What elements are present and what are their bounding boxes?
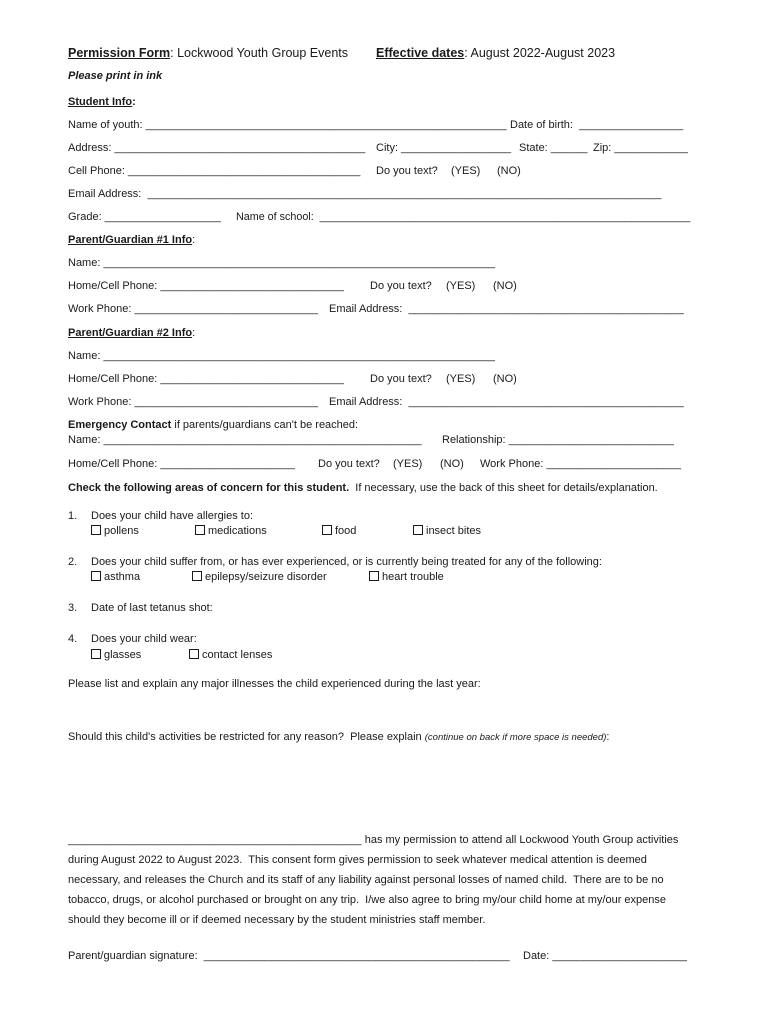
consent-line-1-text: has my permission to attend all Lockwood Youth Group activities xyxy=(361,834,679,846)
checkbox-icon xyxy=(195,525,205,535)
checkbox-icon xyxy=(369,571,379,581)
consent-line-2: during August 2022 to August 2023. This consent form gives permission to seek whatever medical attention is deemed xyxy=(68,854,647,866)
signature-date-field[interactable]: Date: ______________________ xyxy=(523,950,687,962)
guardian1-work-phone-field[interactable]: Work Phone: ______________________________ xyxy=(68,303,318,315)
option-label: insect bites xyxy=(426,525,482,537)
emergency-relationship-field[interactable]: Relationship: ___________________________ xyxy=(442,434,674,446)
guardian1-text-no[interactable]: (NO) xyxy=(493,280,517,292)
student-heading-colon: : xyxy=(132,96,136,108)
question-3-text: Date of last tetanus shot: xyxy=(91,602,213,614)
question-4-number: 4. xyxy=(68,633,78,645)
guardian2-text-no[interactable]: (NO) xyxy=(493,373,517,385)
form-name-colon: : Lockwood Youth Group Events xyxy=(170,46,349,60)
child-name-blank[interactable]: ________________________________________________ xyxy=(68,834,362,846)
guardian2-name-field[interactable]: Name: ________________________________________________________________ xyxy=(68,350,495,362)
checkbox-asthma[interactable] xyxy=(91,571,140,584)
option-label: contact lenses xyxy=(202,649,273,661)
grade-field[interactable]: Grade: ___________________ xyxy=(68,211,221,223)
consent-line-4: tobacco, drugs, or alcohol purchased or brought on any trip. I/we also agree to bring my/our child home at my/our expense xyxy=(68,894,666,906)
guardian1-heading-colon: : xyxy=(192,234,196,246)
student-text-question: Do you text? xyxy=(376,165,438,177)
guardian1-text-question: Do you text? xyxy=(370,280,432,292)
question-1-text: Does your child have allergies to: xyxy=(91,510,254,522)
emergency-text-no[interactable]: (NO) xyxy=(440,458,464,470)
state-field[interactable]: State: ______ xyxy=(519,142,588,154)
checkbox-heart-trouble[interactable] xyxy=(369,571,444,584)
guardian2-heading-colon: : xyxy=(192,327,196,339)
emergency-name-field[interactable]: Name: ____________________________________________________ xyxy=(68,434,422,446)
guardian1-text-yes[interactable]: (YES) xyxy=(446,280,476,292)
checkbox-insect-bites[interactable] xyxy=(413,525,481,538)
guardian2-heading xyxy=(68,327,195,340)
checkbox-icon xyxy=(413,525,423,535)
effective-dates xyxy=(376,46,615,61)
guardian1-name-field[interactable]: Name: ________________________________________________________________ xyxy=(68,257,495,269)
restriction-prompt xyxy=(68,731,609,744)
cell-phone-field[interactable]: Cell Phone: ______________________________________ xyxy=(68,165,361,177)
student-text-yes[interactable]: (YES) xyxy=(451,165,481,177)
restriction-colon: : xyxy=(606,731,610,743)
emergency-work-phone-field[interactable]: Work Phone: ______________________ xyxy=(480,458,682,470)
checkbox-icon xyxy=(91,649,101,659)
option-label: food xyxy=(335,525,357,537)
form-title xyxy=(68,46,348,61)
guardian1-heading-text: Parent/Guardian #1 Info xyxy=(68,234,193,246)
zip-field[interactable]: Zip: ____________ xyxy=(593,142,688,154)
guardian2-work-phone-field[interactable]: Work Phone: ______________________________ xyxy=(68,396,318,408)
student-email-field[interactable]: Email Address: ____________________________________________________________________________________ xyxy=(68,188,662,200)
consent-line-1 xyxy=(68,834,678,847)
question-3-number: 3. xyxy=(68,602,78,614)
question-4-text: Does your child wear: xyxy=(91,633,197,645)
checkbox-icon xyxy=(91,525,101,535)
question-2-text: Does your child suffer from, or has ever experienced, or is currently being treated for any of the following: xyxy=(91,556,602,568)
checkbox-icon xyxy=(189,649,199,659)
guardian2-email-field[interactable]: Email Address: _____________________________________________ xyxy=(329,396,684,408)
emergency-heading-rest: if parents/guardians can't be reached: xyxy=(171,419,359,431)
illness-prompt: Please list and explain any major illnesses the child experienced during the last year: xyxy=(68,678,481,690)
guardian2-heading-text: Parent/Guardian #2 Info xyxy=(68,327,193,339)
emergency-home-phone-field[interactable]: Home/Cell Phone: ______________________ xyxy=(68,458,295,470)
checkbox-icon xyxy=(91,571,101,581)
emergency-text-question: Do you text? xyxy=(318,458,380,470)
concerns-heading xyxy=(68,482,658,495)
concerns-heading-rest: If necessary, use the back of this sheet for details/explanation. xyxy=(349,482,658,494)
option-label: heart trouble xyxy=(382,571,444,583)
emergency-heading xyxy=(68,419,358,432)
address-field[interactable]: Address: _________________________________________ xyxy=(68,142,366,154)
checkbox-contact-lenses[interactable] xyxy=(189,649,272,662)
guardian1-email-field[interactable]: Email Address: _____________________________________________ xyxy=(329,303,684,315)
guardian-signature-field[interactable]: Parent/guardian signature: __________________________________________________ xyxy=(68,950,510,962)
checkbox-icon xyxy=(192,571,202,581)
dates-label: Effective dates xyxy=(376,46,465,60)
guardian2-text-yes[interactable]: (YES) xyxy=(446,373,476,385)
question-1-number: 1. xyxy=(68,510,78,522)
student-heading-text: Student Info xyxy=(68,96,133,108)
consent-line-3: necessary, and releases the Church and its staff of any liability against personal losses of named child. There are to be no xyxy=(68,874,664,886)
city-field[interactable]: City: __________________ xyxy=(376,142,512,154)
option-label: glasses xyxy=(104,649,142,661)
school-field[interactable]: Name of school: ______________________________________________________________ xyxy=(236,211,691,223)
guardian1-heading xyxy=(68,234,195,247)
checkbox-food[interactable] xyxy=(322,525,356,538)
checkbox-medications[interactable] xyxy=(195,525,267,538)
guardian2-home-phone-field[interactable]: Home/Cell Phone: ______________________________ xyxy=(68,373,344,385)
consent-line-5: should they become ill or if deemed necessary by the student ministries staff member. xyxy=(68,914,486,926)
form-label: Permission Form xyxy=(68,46,171,60)
print-instruction: Please print in ink xyxy=(68,70,163,82)
guardian1-home-phone-field[interactable]: Home/Cell Phone: ______________________________ xyxy=(68,280,344,292)
restriction-note: (continue on back if more space is needed) xyxy=(424,732,607,743)
checkbox-epilepsy[interactable] xyxy=(192,571,327,584)
question-2-number: 2. xyxy=(68,556,78,568)
guardian2-text-question: Do you text? xyxy=(370,373,432,385)
option-label: asthma xyxy=(104,571,141,583)
emergency-heading-text: Emergency Contact xyxy=(68,419,172,431)
option-label: epilepsy/seizure disorder xyxy=(205,571,327,583)
dob-field[interactable]: Date of birth: _________________ xyxy=(510,119,684,131)
student-heading xyxy=(68,96,136,109)
checkbox-icon xyxy=(322,525,332,535)
emergency-text-yes[interactable]: (YES) xyxy=(393,458,423,470)
restriction-prompt-text: Should this child's activities be restricted for any reason? Please explain xyxy=(68,731,422,743)
checkbox-pollens[interactable] xyxy=(91,525,139,538)
dates-value: : August 2022-August 2023 xyxy=(464,46,616,60)
checkbox-glasses[interactable] xyxy=(91,649,141,662)
youth-name-field[interactable]: Name of youth: ___________________________________________________________ xyxy=(68,119,507,131)
concerns-heading-text: Check the following areas of concern for this student. xyxy=(68,482,350,494)
student-text-no[interactable]: (NO) xyxy=(497,165,521,177)
option-label: medications xyxy=(208,525,267,537)
option-label: pollens xyxy=(104,525,139,537)
